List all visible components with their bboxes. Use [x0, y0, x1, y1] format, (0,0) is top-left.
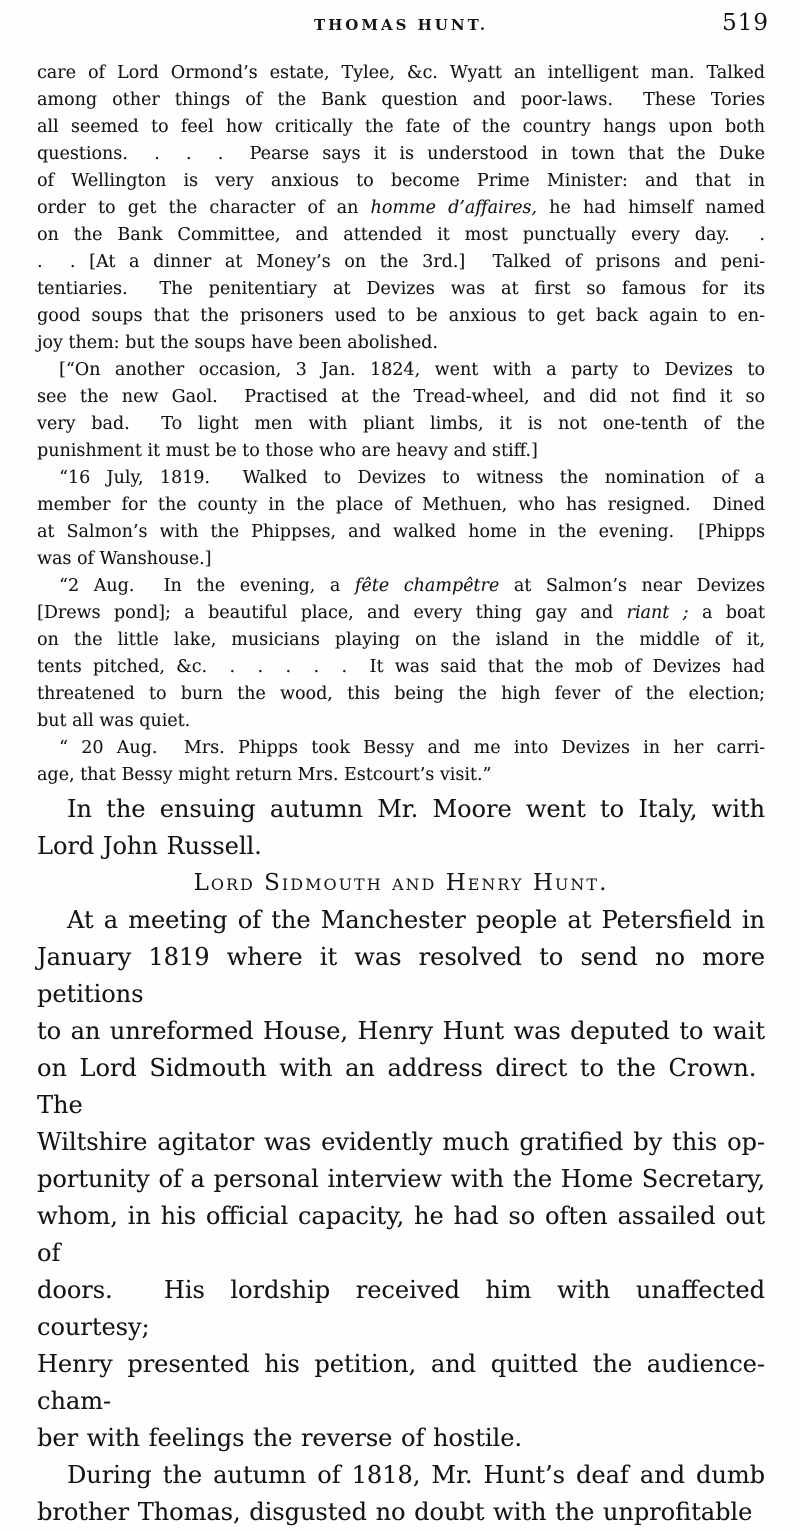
text-line: [“On another occasion, 3 Jan. 1824, went with a party to Devizes to: [59, 360, 765, 380]
section-heading: Lord Sidmouth and Henry Hunt.: [193, 870, 609, 896]
text-line: at Salmon’s with the Phippses, and walked home in the evening. [Phipps: [37, 522, 765, 542]
text-line: see the new Gaol. Practised at the Tread-wheel, and did not find it so: [37, 387, 765, 407]
text-line: questions. . . . Pearse says it is understood in town that the Duke: [37, 144, 765, 164]
text-line: to an unreformed House, Henry Hunt was deputed to wait: [37, 1017, 765, 1045]
text-line: on Lord Sidmouth with an address direct to the Crown. The: [37, 1054, 765, 1119]
body-paragraph-thomas-hunt: [37, 1457, 765, 1531]
text-line: brother Thomas, disgusted no doubt with the unprofitable: [37, 1498, 753, 1526]
text-line: Wiltshire agitator was evidently much gratified by this op-: [37, 1128, 765, 1156]
text-line: “ 20 Aug. Mrs. Phipps took Bessy and me into Devizes in her carri-: [59, 738, 765, 758]
running-header-title: THOMAS HUNT.: [313, 16, 489, 34]
text-line: on the little lake, musicians playing on the island in the middle of it,: [37, 630, 765, 650]
page-number: 519: [722, 10, 769, 36]
italic-phrase: homme d’affaires,: [370, 198, 537, 218]
text-line: good soups that the prisoners used to be anxious to get back again to en-: [37, 306, 765, 326]
text-line: January 1819 where it was resolved to send no more petitions: [37, 943, 765, 1008]
text-line: very bad. To light men with pliant limbs, it is not one-tenth of the: [37, 414, 765, 434]
diary-extract-paragraph-5: [37, 735, 765, 789]
text-line: of Wellington is very anxious to become Prime Minister: and that in: [37, 171, 765, 191]
text-line: joy them: but the soups have been abolished.: [37, 333, 438, 353]
text-line: order to get the character of an homme d’affaires, he had himself named: [37, 198, 765, 218]
text-line: was of Wanshouse.]: [37, 549, 212, 569]
text-line: age, that Bessy might return Mrs. Estcourt’s visit.”: [37, 765, 492, 785]
page-header: [37, 10, 769, 40]
italic-phrase: riant ;: [626, 603, 689, 623]
text-line: all seemed to feel how critically the fate of the country hangs upon both: [37, 117, 765, 137]
text-line: During the autumn of 1818, Mr. Hunt’s deaf and dumb: [67, 1461, 765, 1489]
text-line: portunity of a personal interview with the Home Secretary,: [37, 1165, 765, 1193]
text-line: “2 Aug. In the evening, a fête champêtre at Salmon’s near Devizes: [59, 576, 765, 596]
diary-extract-paragraph-2: [37, 357, 765, 465]
text-line: Henry presented his petition, and quitted the audience-cham-: [37, 1350, 765, 1415]
text-line: Lord John Russell.: [37, 832, 262, 860]
text-line: whom, in his official capacity, he had so often assailed out of: [37, 1202, 765, 1267]
diary-extract-paragraph-4: [37, 573, 765, 735]
text-line: care of Lord Ormond’s estate, Tylee, &c. Wyatt an intelligent man. Talked: [37, 63, 765, 83]
diary-extract-paragraph-1: [37, 60, 765, 357]
body-paragraph-moore-italy: [37, 791, 765, 865]
diary-extract-paragraph-3: [37, 465, 765, 573]
text-line: doors. His lordship received him with unaffected courtesy;: [37, 1276, 765, 1341]
italic-phrase: fête champêtre: [354, 576, 500, 596]
text-line: tentiaries. The penitentiary at Devizes was at first so famous for its: [37, 279, 765, 299]
text-line: . . [At a dinner at Money’s on the 3rd.] Talked of prisons and peni-: [37, 252, 765, 272]
text-line: punishment it must be to those who are heavy and stiff.]: [37, 441, 538, 461]
text-line: At a meeting of the Manchester people at Petersfield in: [67, 906, 765, 934]
text-line: among other things of the Bank question and poor-laws. These Tories: [37, 90, 765, 110]
text-line: but all was quiet.: [37, 711, 191, 731]
text-line: threatened to burn the wood, this being the high fever of the election;: [37, 684, 765, 704]
text-line: “16 July, 1819. Walked to Devizes to witness the nomination of a: [59, 468, 765, 488]
text-line: ber with feelings the reverse of hostile.: [37, 1424, 523, 1452]
text-line: In the ensuing autumn Mr. Moore went to Italy, with: [67, 795, 765, 823]
text-line: member for the county in the place of Methuen, who has resigned. Dined: [37, 495, 765, 515]
text-line: tents pitched, &c. . . . . . It was said that the mob of Devizes had: [37, 657, 765, 677]
text-line: [Drews pond]; a beautiful place, and every thing gay and riant ; a boat: [37, 603, 765, 623]
body-paragraph-sidmouth-hunt: [37, 902, 765, 1457]
text-line: on the Bank Committee, and attended it most punctually every day. .: [37, 225, 765, 245]
